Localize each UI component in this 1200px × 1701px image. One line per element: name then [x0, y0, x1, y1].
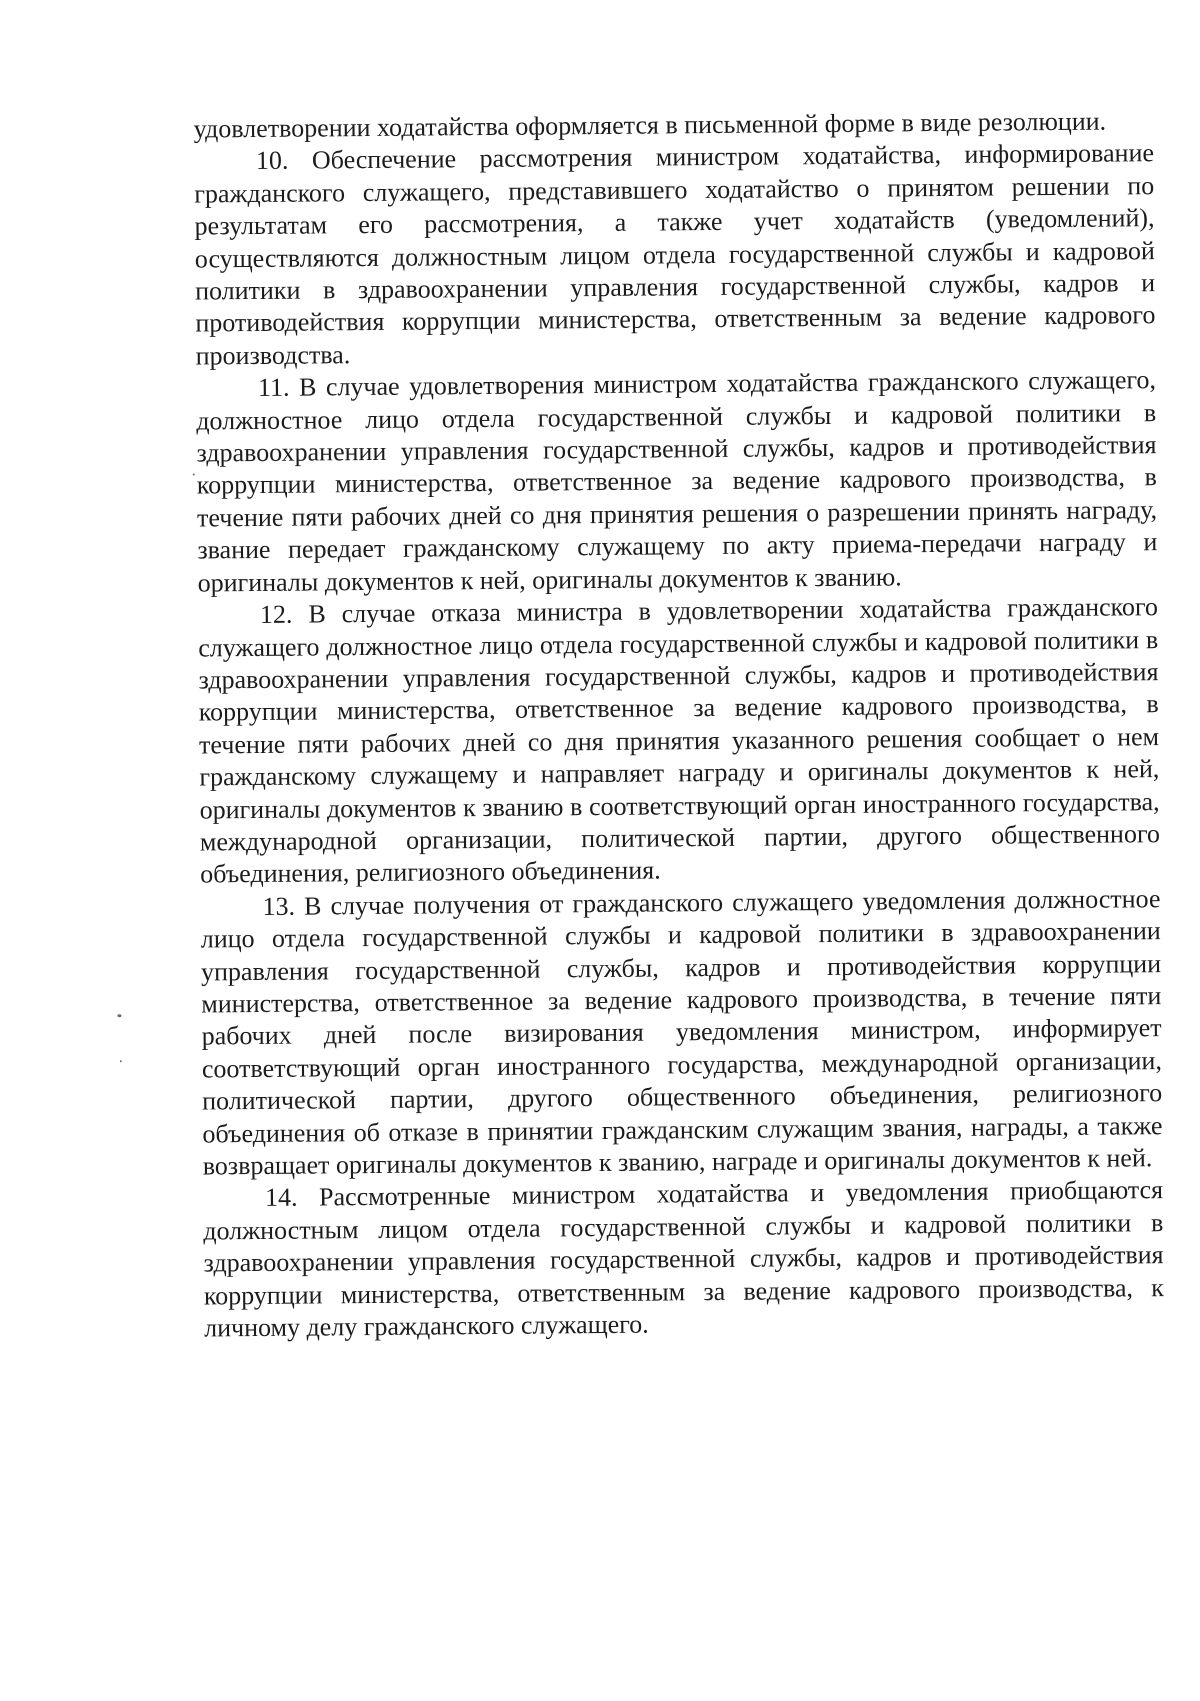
scan-speck: [193, 474, 195, 476]
paragraph-number: 10.: [256, 146, 289, 175]
paragraph-text: Рассмотренные министром ходатайства и уведомления приобщаются должностным лицом отдела государственной службы и кадровой политики в здравоохранении управления государственной службы, кадров и противодействия коррупции министерства, ответственным за ведение кадрового производства, к личному делу гражданского служащего.: [203, 1176, 1164, 1343]
paragraph-number: 13.: [262, 891, 295, 920]
paragraph-text: В случае получения от гражданского служащего уведомления должностное лицо отдела государственной службы и кадровой политики в здравоохранении управления государственной службы, кадров и противодействия коррупции министерства, ответственное за ведение кадрового производства, в течение пяти рабочих дней после визирования уведомления министром, информирует соответствующий орган иностранного государства, международной организации, политической партии, другого общественного объединения, религиозного объединения об отказе в принятии гражданским служащим звания, награды, а также возвращает оригиналы документов к званию, награде и оригиналы документов к ней.: [201, 884, 1163, 1181]
scan-speck: [120, 1060, 122, 1062]
paragraph-text: удовлетворении ходатайства оформляется в письменной форме в виде резолюции.: [194, 107, 1107, 144]
document-body: [194, 105, 1165, 1345]
paragraph-14: [203, 1175, 1164, 1345]
paragraph-text: Обеспечение рассмотрения министром ходатайства, информирование гражданского служащего, представившего ходатайство о принятом решении по результатам его рассмотрения, а также учет ходатайств (уведомлений), осуществляются должностным лицом отдела государственной службы и кадровой политики в здравоохранении управления государственной службы, кадров и противодействия коррупции министерства, ответственным за ведение кадрового производства.: [194, 139, 1155, 371]
paragraph-text: В случае удовлетворения министром ходатайства гражданского служащего, должностное лицо отдела государственной службы и кадровой политики в здравоохранении управления государственной службы, кадров и противодействия коррупции министерства, ответственное за ведение кадрового производства, в течение пяти рабочих дней со дня принятия решения о разрешении принять награду, звание передает гражданскому служащему по акту приема-передачи награду и оригиналы документов к ней, оригиналы документов к званию.: [196, 365, 1157, 597]
paragraph-text: В случае отказа министра в удовлетворении ходатайства гражданского служащего должностное лицо отдела государственной службы и кадровой политики в здравоохранении управления государственной службы, кадров и противодействия коррупции министерства, ответственное за ведение кадрового производства, в течение пяти рабочих дней со дня принятия указанного решения сообщает о нем гражданскому служащему и направляет награду и оригиналы документов к ней, оригиналы документов к званию в соответствующий орган иностранного государства, международной организации, политической партии, другого общественного объединения, религиозного объединения.: [198, 592, 1160, 889]
paragraph-number: 14.: [265, 1183, 298, 1212]
paragraph-10: [194, 138, 1156, 373]
paragraph-12: [198, 591, 1161, 891]
scan-speck: [117, 1014, 121, 1017]
paragraph-number: 12.: [260, 600, 293, 629]
paragraph-number: 11.: [258, 373, 290, 402]
paragraph-11: [196, 364, 1158, 599]
paragraph-13: [200, 883, 1163, 1183]
